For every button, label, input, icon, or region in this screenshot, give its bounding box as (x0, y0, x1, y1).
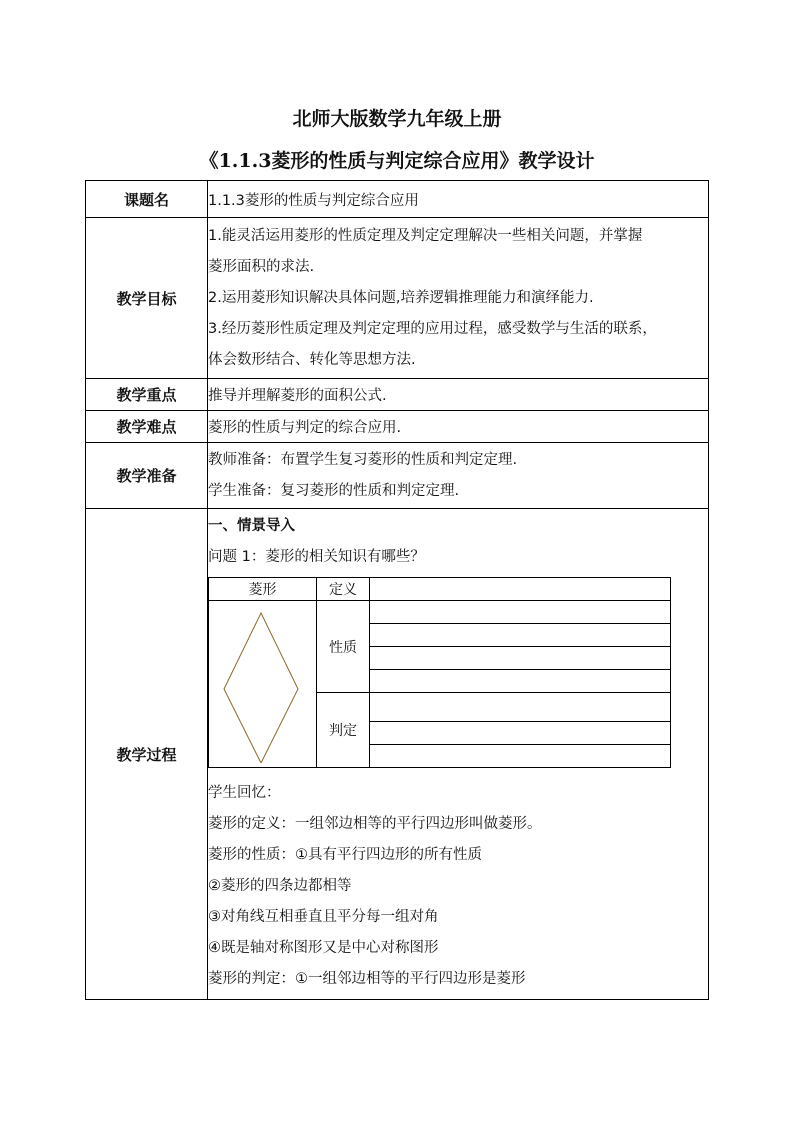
recall-line: 菱形的性质：①具有平行四边形的所有性质 (208, 847, 482, 863)
page-title: 北师大版数学九年级上册 (292, 108, 502, 130)
goals-content (208, 218, 709, 379)
col-shape-header: 菱形 (209, 578, 317, 601)
row-property-label: 性质 (317, 601, 370, 693)
prep-line: 学生准备：复习菱形的性质和判定定理. (208, 482, 460, 499)
recall-line: 学生回忆： (208, 785, 281, 801)
goals-label: 教学目标 (86, 218, 208, 379)
row-topic (86, 181, 709, 218)
row-goals (86, 218, 709, 379)
goals-line: 菱形面积的求法. (208, 258, 315, 275)
row-judgement-label: 判定 (317, 693, 370, 768)
key-label: 教学重点 (86, 379, 208, 411)
difficulty-label: 教学难点 (86, 411, 208, 443)
prep-label: 教学准备 (86, 443, 208, 509)
recall-line: 菱形的定义：一组邻边相等的平行四边形叫做菱形。 (208, 816, 542, 832)
recall-line: ②菱形的四条边都相等 (208, 878, 352, 894)
section-title: 一、情景导入 (208, 518, 295, 534)
page-subtitle: 《1.1.3菱形的性质与判定综合应用》教学设计 (199, 150, 595, 172)
rhombus-figure (209, 601, 316, 763)
lesson-plan-table (85, 180, 709, 1000)
row-difficulty (86, 411, 709, 443)
topic-text: 1.1.3菱形的性质与判定综合应用 (208, 181, 709, 218)
prep-line: 教师准备：布置学生复习菱形的性质和判定定理. (208, 451, 518, 468)
difficulty-text: 菱形的性质与判定的综合应用. (208, 411, 709, 443)
key-text: 推导并理解菱形的面积公式. (208, 379, 709, 411)
goals-line: 3.经历菱形性质定理及判定定理的应用过程，感受数学与生活的联系， (208, 320, 657, 337)
recall-line: 菱形的判定：①一组邻边相等的平行四边形是菱形 (208, 971, 526, 987)
process-content (208, 509, 709, 1000)
goals-line: 1.能灵活运用菱形的性质定理及判定定理解决一些相关问题，并掌握 (208, 227, 643, 244)
property-blank-4 (370, 670, 671, 693)
judgement-blank-3 (370, 745, 671, 768)
prep-content (208, 443, 709, 509)
question-text: 问题 1：菱形的相关知识有哪些？ (208, 549, 425, 565)
property-blank-2 (370, 624, 671, 647)
goals-line: 2.运用菱形知识解决具体问题,培养逻辑推理能力和演绎能力. (208, 289, 594, 306)
property-blank-1 (370, 601, 671, 624)
col-definition-header: 定义 (317, 578, 370, 601)
definition-blank (370, 578, 671, 601)
rhombus-figure-cell (209, 601, 317, 768)
row-process (86, 509, 709, 1000)
recall-line: ④既是轴对称图形又是中心对称图形 (208, 940, 439, 956)
recall-line: ③对角线互相垂直且平分每一组对角 (208, 909, 439, 925)
row-key (86, 379, 709, 411)
judgement-blank-1 (370, 693, 671, 722)
judgement-blank-2 (370, 722, 671, 745)
property-blank-3 (370, 647, 671, 670)
topic-label: 课题名 (86, 181, 208, 218)
row-prep (86, 443, 709, 509)
rhombus-knowledge-table (208, 577, 671, 768)
process-label: 教学过程 (86, 509, 208, 1000)
goals-line: 体会数形结合、转化等思想方法. (208, 351, 416, 368)
